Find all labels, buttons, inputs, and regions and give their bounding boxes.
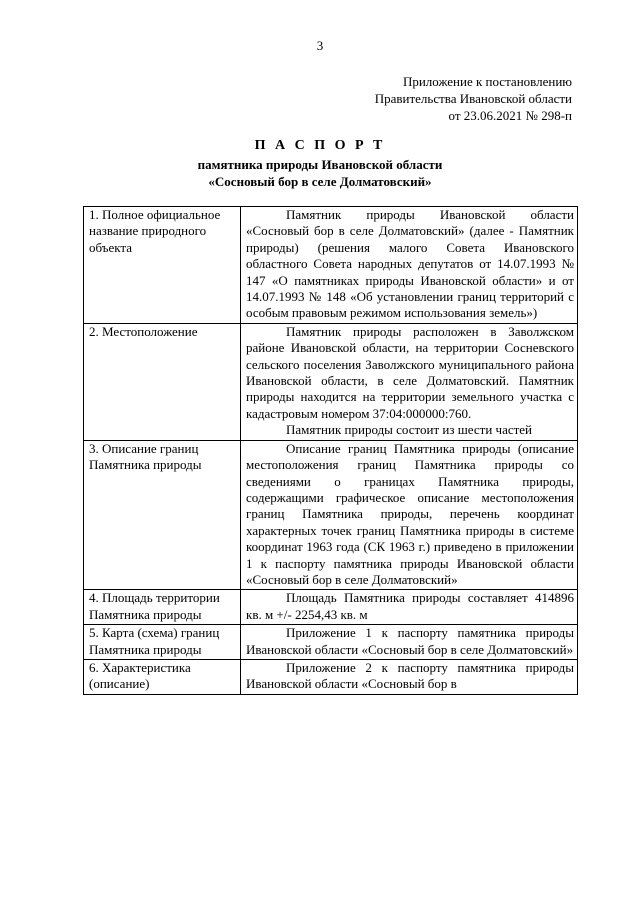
- table-row: [84, 625, 578, 660]
- row-label: 2. Местоположение: [84, 323, 241, 440]
- row-content: [241, 590, 578, 625]
- row-content: [241, 625, 578, 660]
- document-title: [0, 136, 640, 190]
- page-number: 3: [316, 38, 324, 53]
- title-subtitle-2: «Сосновый бор в селе Долматовский»: [208, 174, 432, 189]
- row-paragraph: Памятник природы состоит из шести частей: [286, 422, 533, 438]
- title-passport: П А С П О Р Т: [254, 138, 386, 153]
- row-paragraph: Памятник природы расположен в Заволжском районе Ивановской области, на территории Сосневского сельского поселения Заволжского муниципального района Ивановской области, в селе Долматовский. Памятник природы находится на территории земельного участка с кадастровым номером 37:04:000000:760.: [246, 323, 574, 421]
- row-paragraph: Описание границ Памятника природы (описание местоположения границ Памятника природы со сведениями о границах Памятника природы, содержащими графическое описание местоположения границ Памятника природы, перечень координат характерных точек границ Памятника природы в системе координат 1963 года (СК 1963 г.) приведено в приложении 1 к паспорту памятника природы Ивановской области «Сосновый бор в селе Долматовский»: [246, 440, 574, 587]
- table-row: [84, 323, 578, 440]
- row-content: [241, 207, 578, 324]
- table-row: [84, 207, 578, 324]
- row-content: [241, 323, 578, 440]
- row-label: 3. Описание границ Памятника природы: [84, 440, 241, 590]
- passport-table: [83, 206, 578, 695]
- row-label: 4. Площадь территории Памятника природы: [84, 590, 241, 625]
- table-row: [84, 590, 578, 625]
- row-label: 6. Характеристика (описание): [84, 659, 241, 694]
- appendix-line-1: Приложение к постановлению: [402, 74, 572, 89]
- row-paragraph: Приложение 2 к паспорту памятника природы Ивановской области «Сосновый бор в: [246, 659, 574, 692]
- appendix-line-2: Правительства Ивановской области: [374, 91, 572, 106]
- appendix-reference: [375, 73, 572, 124]
- row-content: [241, 659, 578, 694]
- row-content: [241, 440, 578, 590]
- row-paragraph: Приложение 1 к паспорту памятника природы Ивановской области «Сосновый бор в селе Долматовский»: [246, 625, 574, 657]
- row-paragraph: Памятник природы Ивановской области «Сосновый бор в селе Долматовский» (далее - Памятник природы) (решения малого Совета Ивановского областного Совета народных депутатов от 14.07.1993 № 147 «О памятниках природы Ивановской области» и от 14.07.1993 № 148 «Об установлении границ территорий с особым правовым режимом использования земель»): [246, 207, 574, 321]
- row-paragraph: Площадь Памятника природы составляет 414896 кв. м +/- 2254,43 кв. м: [246, 590, 574, 622]
- table-row: [84, 659, 578, 694]
- row-label: 1. Полное официальное название природного объекта: [84, 207, 241, 324]
- table-row: [84, 440, 578, 590]
- row-label: 5. Карта (схема) границ Памятника природы: [84, 625, 241, 660]
- appendix-line-3: от 23.06.2021 № 298-п: [448, 108, 572, 123]
- title-subtitle-1: памятника природы Ивановской области: [197, 157, 443, 172]
